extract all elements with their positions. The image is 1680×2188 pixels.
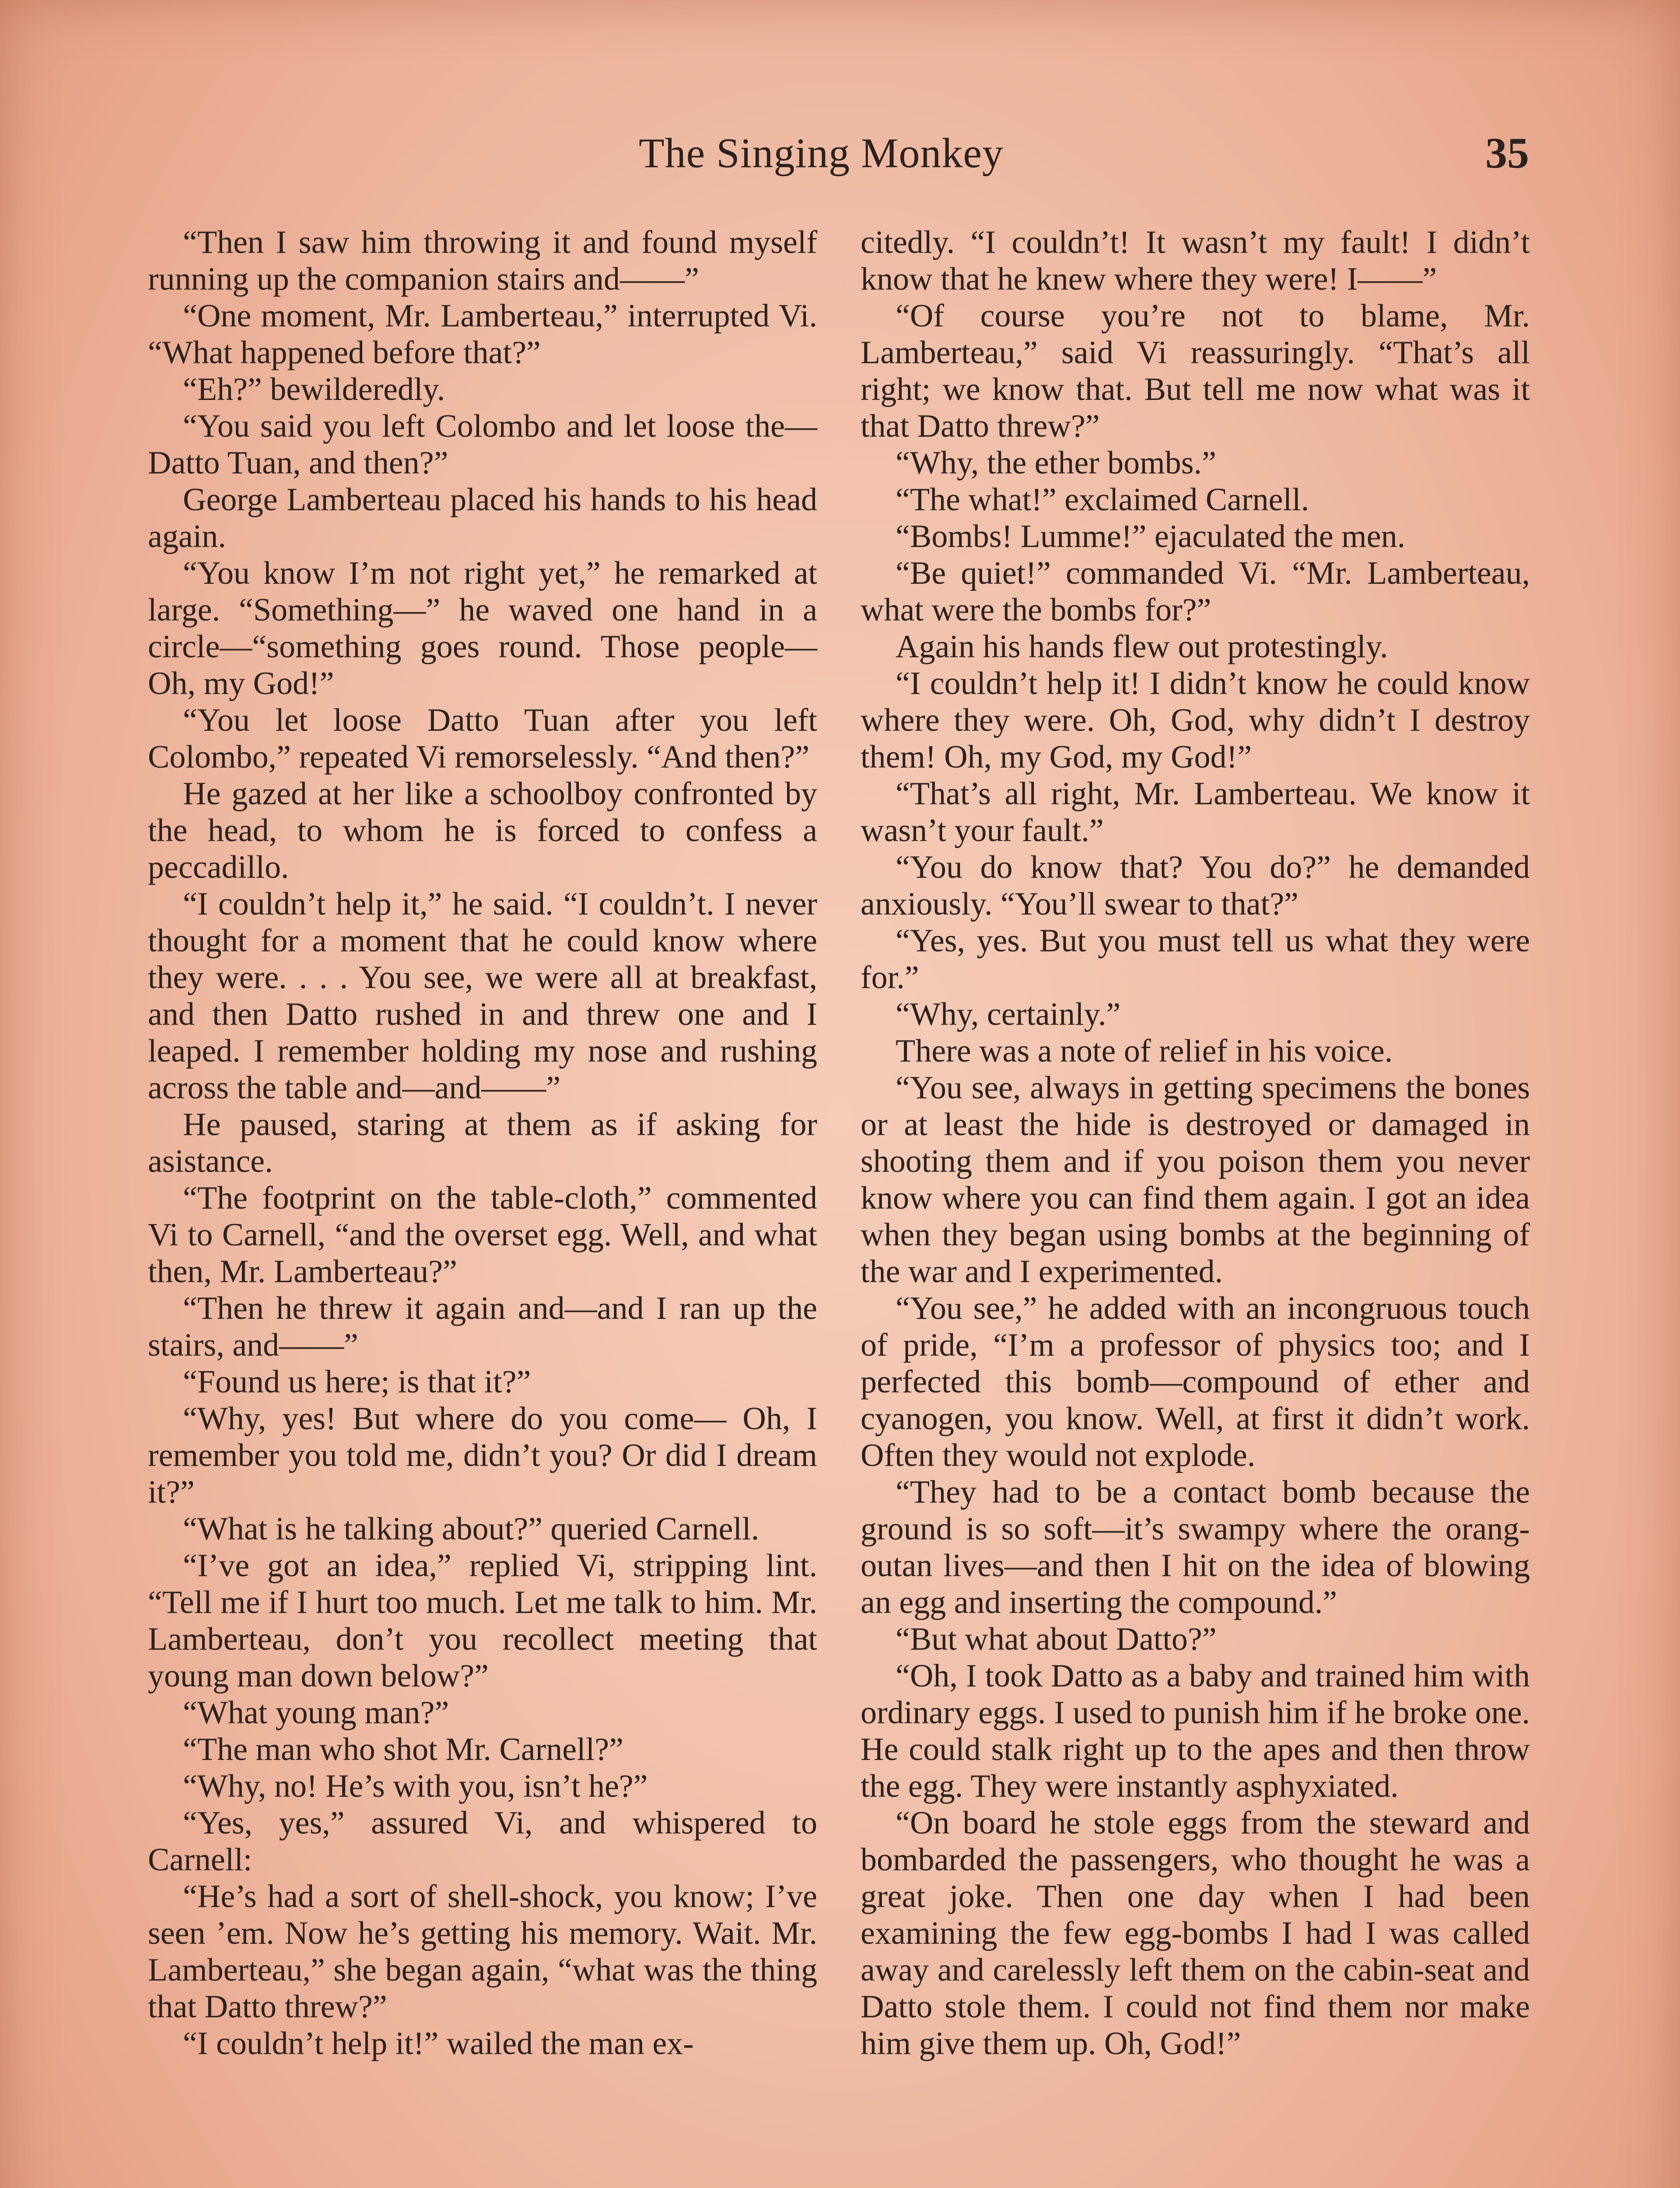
paragraph: “Be quiet!” commanded Vi. “Mr. Lamberteau, what were the bombs for?” (861, 555, 1530, 628)
paragraph: “Why, the ether bombs.” (896, 445, 1216, 481)
paragraph: “I couldn’t help it! I didn’t know he could know where they were. Oh, God, why didn’t I destroy them! Oh, my God, my God!” (861, 666, 1530, 775)
paragraph: “Why, yes! But where do you come— Oh, I remember you told me, didn’t you? Or did I dream it?” (148, 1401, 817, 1510)
paragraph: “On board he stole eggs from the steward and bombarded the passengers, who thought he was a great joke. Then one day when I had been examining the few egg-bombs I had I was called away and carelessly left them on the cabin-seat and Datto stole them. I could not find them nor make him give them up. Oh, God!” (861, 1805, 1530, 2062)
paragraph: He paused, staring at them as if asking for asistance. (148, 1107, 817, 1179)
page-number: 35 (1485, 129, 1529, 177)
paragraph: “Yes, yes. But you must tell us what they were for.” (861, 923, 1530, 996)
paragraph: “The man who shot Mr. Carnell?” (183, 1732, 623, 1767)
paragraph: “You do know that? You do?” he demanded anxiously. “You’ll swear to that?” (861, 849, 1530, 922)
running-header (0, 127, 1680, 179)
paragraph: “The what!” exclaimed Carnell. (896, 482, 1309, 518)
paragraph: “Then I saw him throwing it and found myself running up the companion stairs and——” (148, 224, 817, 297)
paragraph: “One moment, Mr. Lamberteau,” interrupted Vi. “What happened before that?” (148, 298, 817, 371)
paragraph: “Then he threw it again and—and I ran up the stairs, and——” (148, 1290, 817, 1363)
paragraph: “That’s all right, Mr. Lamberteau. We know it wasn’t your fault.” (861, 776, 1530, 849)
paragraph: “But what about Datto?” (896, 1621, 1217, 1657)
paragraph: George Lamberteau placed his hands to his head again. (148, 482, 817, 554)
paragraph: “I’ve got an idea,” replied Vi, stripping lint. “Tell me if I hurt too much. Let me talk to him. Mr. Lamberteau, don’t you recollect meeting that young man down below?” (148, 1548, 817, 1694)
paragraph: “He’s had a sort of shell-shock, you know; I’ve seen ’em. Now he’s getting his memory. Wait. Mr. Lamberteau,” she began again, “what was the thing that Datto threw?” (148, 1879, 817, 2025)
paragraph: “You see, always in getting specimens the bones or at least the hide is destroyed or damaged in shooting them and if you poison them you never know where you can find them again. I got an idea when they began using bombs at the beginning of the war and I experimented. (861, 1070, 1530, 1290)
paragraph: “Bombs! Lumme!” ejaculated the men. (896, 519, 1406, 554)
paragraph: “Oh, I took Datto as a baby and trained him with ordinary eggs. I used to punish him if he broke one. He could stalk right up to the apes and then throw the egg. They were instantly asphyxiated. (861, 1658, 1530, 1804)
paragraph: “Eh?” bewilderedly. (183, 372, 445, 407)
paragraph: “What is he talking about?” queried Carnell. (183, 1511, 760, 1547)
left-column (148, 224, 817, 2062)
paragraph: There was a note of relief in his voice. (896, 1033, 1393, 1069)
continued-paragraph: citedly. “I couldn’t! It wasn’t my fault! I didn’t know that he knew where they were! I——” (861, 224, 1530, 297)
paragraph: “I couldn’t help it!” wailed the man ex- (183, 2026, 694, 2062)
running-title: The Singing Monkey (639, 130, 1004, 176)
paragraph: “You know I’m not right yet,” he remarked at large. “Something—” he waved one hand in a circle—“something goes round. Those people— Oh, my God!” (148, 555, 817, 701)
paragraph: “Of course you’re not to blame, Mr. Lamberteau,” said Vi reassuringly. “That’s all right; we know that. But tell me now what was it that Datto threw?” (861, 298, 1530, 444)
paragraph: “I couldn’t help it,” he said. “I couldn’t. I never thought for a moment that he could know where they were. . . . You see, we were all at breakfast, and then Datto rushed in and threw one and I leaped. I remember holding my nose and rushing across the table and—and——” (148, 886, 817, 1106)
paragraph: He gazed at her like a schoolboy confronted by the head, to whom he is forced to confess a peccadillo. (148, 776, 817, 885)
paragraph: “Why, no! He’s with you, isn’t he?” (183, 1768, 648, 1804)
paragraph: “The footprint on the table-cloth,” commented Vi to Carnell, “and the overset egg. Well, and what then, Mr. Lamberteau?” (148, 1180, 817, 1290)
paragraph: Again his hands flew out protestingly. (896, 629, 1388, 665)
paragraph: “They had to be a contact bomb because the ground is so soft—it’s swampy where the orang-outan lives—and then I hit on the idea of blowing an egg and inserting the compound.” (861, 1474, 1530, 1620)
paragraph: “You let loose Datto Tuan after you left Colombo,” repeated Vi remorselessly. “And then?” (148, 702, 817, 775)
paragraph: “You see,” he added with an incongruous touch of pride, “I’m a professor of physics too; and I perfected this bomb—compound of ether and cyanogen, you know. Well, at first it didn’t work. Often they would not explode. (861, 1290, 1530, 1473)
paragraph: “What young man?” (183, 1695, 449, 1731)
paragraph: “You said you left Colombo and let loose the—Datto Tuan, and then?” (148, 408, 817, 481)
paragraph: “Found us here; is that it?” (183, 1364, 531, 1400)
right-column (861, 224, 1530, 2062)
paragraph: “Why, certainly.” (896, 996, 1121, 1032)
paragraph: “Yes, yes,” assured Vi, and whispered to Carnell: (148, 1805, 817, 1878)
